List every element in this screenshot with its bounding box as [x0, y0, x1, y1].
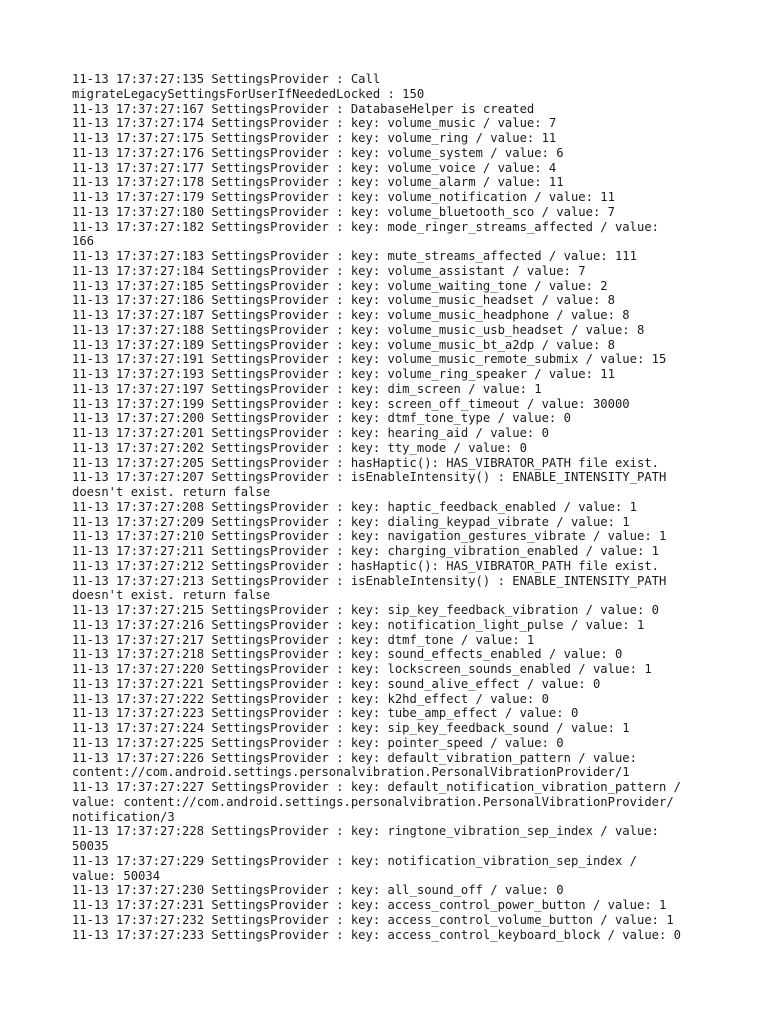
log-line: 11-13 17:37:27:197 SettingsProvider : key: dim_screen / value: 1 — [72, 381, 542, 396]
log-line: 11-13 17:37:27:176 SettingsProvider : key: volume_system / value: 6 — [72, 145, 564, 160]
log-line: 11-13 17:37:27:231 SettingsProvider : key: access_control_power_button / value: 1 — [72, 898, 667, 912]
log-line: 11-13 17:37:27:205 SettingsProvider : hasHaptic(): HAS_VIBRATOR_PATH file exist. — [72, 455, 659, 470]
log-line: 11-13 17:37:27:177 SettingsProvider : key: volume_voice / value: 4 — [72, 160, 557, 175]
log-line: 11-13 17:37:27:175 SettingsProvider : key: volume_ring / value: 11 — [72, 131, 557, 145]
log-line: migrateLegacySettingsForUserIfNeededLocked : 150 — [72, 86, 425, 101]
log-line: 11-13 17:37:27:212 SettingsProvider : hasHaptic(): HAS_VIBRATOR_PATH file exist. — [72, 558, 659, 573]
log-line: 11-13 17:37:27:230 SettingsProvider : key: all_sound_off / value: 0 — [72, 883, 564, 898]
log-line: 11-13 17:37:27:135 SettingsProvider : Call — [72, 72, 381, 86]
log-line: 11-13 17:37:27:221 SettingsProvider : key: sound_alive_effect / value: 0 — [72, 676, 601, 691]
log-line: 11-13 17:37:27:208 SettingsProvider : key: haptic_feedback_enabled / value: 1 — [72, 499, 637, 514]
log-line: doesn't exist. return false — [72, 588, 271, 603]
log-line: 11-13 17:37:27:216 SettingsProvider : key: notification_light_pulse / value: 1 — [72, 617, 645, 632]
log-line: 11-13 17:37:27:210 SettingsProvider : key: navigation_gestures_vibrate / value: 1 — [72, 529, 667, 544]
log-line: 11-13 17:37:27:215 SettingsProvider : key: sip_key_feedback_vibration / value: 0 — [72, 603, 659, 617]
log-line: 11-13 17:37:27:187 SettingsProvider : key: volume_music_headphone / value: 8 — [72, 308, 630, 322]
log-line: content://com.android.settings.personalvibration.PersonalVibrationProvider/1 — [72, 765, 630, 780]
log-line: 11-13 17:37:27:217 SettingsProvider : key: dtmf_tone / value: 1 — [72, 632, 535, 647]
log-line: 50035 — [72, 839, 109, 853]
log-line: 11-13 17:37:27:226 SettingsProvider : key: default_vibration_pattern / value: — [72, 750, 637, 765]
log-line: 11-13 17:37:27:225 SettingsProvider : key: pointer_speed / value: 0 — [72, 735, 564, 750]
log-line: 11-13 17:37:27:180 SettingsProvider : key: volume_bluetooth_sco / value: 7 — [72, 204, 615, 219]
log-line: notification/3 — [72, 809, 175, 824]
log-line: 11-13 17:37:27:213 SettingsProvider : isEnableIntensity() : ENABLE_INTENSITY_PATH — [72, 573, 667, 588]
log-line: 166 — [72, 234, 95, 249]
log-line: 11-13 17:37:27:167 SettingsProvider : DatabaseHelper is created — [72, 101, 535, 116]
log-line: 11-13 17:37:27:224 SettingsProvider : key: sip_key_feedback_sound / value: 1 — [72, 721, 630, 735]
log-line: 11-13 17:37:27:232 SettingsProvider : key: access_control_volume_button / value: 1 — [72, 912, 674, 927]
log-line: 11-13 17:37:27:184 SettingsProvider : key: volume_assistant / value: 7 — [72, 263, 586, 278]
log-line: 11-13 17:37:27:179 SettingsProvider : key: volume_notification / value: 11 — [72, 190, 615, 204]
log-line: value: 50034 — [72, 868, 161, 883]
log-line: 11-13 17:37:27:222 SettingsProvider : key: k2hd_effect / value: 0 — [72, 691, 549, 706]
log-line: 11-13 17:37:27:207 SettingsProvider : isEnableIntensity() : ENABLE_INTENSITY_PATH — [72, 470, 667, 485]
log-line: 11-13 17:37:27:178 SettingsProvider : key: volume_alarm / value: 11 — [72, 175, 564, 190]
log-line: 11-13 17:37:27:182 SettingsProvider : key: mode_ringer_streams_affected / value: — [72, 219, 659, 234]
log-line: 11-13 17:37:27:211 SettingsProvider : key: charging_vibration_enabled / value: 1 — [72, 544, 659, 558]
log-line: doesn't exist. return false — [72, 485, 271, 499]
log-line: 11-13 17:37:27:228 SettingsProvider : key: ringtone_vibration_sep_index / value: — [72, 824, 659, 839]
log-line: value: content://com.android.settings.personalvibration.PersonalVibrationProvider/ — [72, 794, 674, 809]
log-line: 11-13 17:37:27:202 SettingsProvider : key: tty_mode / value: 0 — [72, 440, 527, 455]
log-line: 11-13 17:37:27:186 SettingsProvider : key: volume_music_headset / value: 8 — [72, 293, 615, 308]
log-line: 11-13 17:37:27:188 SettingsProvider : key: volume_music_usb_headset / value: 8 — [72, 322, 645, 337]
log-line: 11-13 17:37:27:174 SettingsProvider : key: volume_music / value: 7 — [72, 116, 557, 131]
log-line: 11-13 17:37:27:229 SettingsProvider : key: notification_vibration_sep_index / — [72, 853, 637, 868]
log-line: 11-13 17:37:27:189 SettingsProvider : key: volume_music_bt_a2dp / value: 8 — [72, 337, 615, 352]
log-line: 11-13 17:37:27:227 SettingsProvider : key: default_notification_vibration_pattern / — [72, 780, 682, 794]
log-line: 11-13 17:37:27:185 SettingsProvider : key: volume_waiting_tone / value: 2 — [72, 278, 608, 293]
log-line: 11-13 17:37:27:201 SettingsProvider : key: hearing_aid / value: 0 — [72, 426, 549, 440]
log-line: 11-13 17:37:27:223 SettingsProvider : key: tube_amp_effect / value: 0 — [72, 706, 579, 721]
log-line: 11-13 17:37:27:193 SettingsProvider : key: volume_ring_speaker / value: 11 — [72, 367, 615, 381]
log-line: 11-13 17:37:27:183 SettingsProvider : key: mute_streams_affected / value: 111 — [72, 249, 637, 263]
log-line: 11-13 17:37:27:200 SettingsProvider : key: dtmf_tone_type / value: 0 — [72, 411, 571, 426]
log-line: 11-13 17:37:27:191 SettingsProvider : key: volume_music_remote_submix / value: 15 — [72, 352, 667, 367]
log-line: 11-13 17:37:27:199 SettingsProvider : key: screen_off_timeout / value: 30000 — [72, 396, 630, 411]
log-line: 11-13 17:37:27:218 SettingsProvider : key: sound_effects_enabled / value: 0 — [72, 647, 623, 662]
log-line: 11-13 17:37:27:220 SettingsProvider : key: lockscreen_sounds_enabled / value: 1 — [72, 662, 652, 676]
log-text-block — [72, 72, 702, 942]
log-line: 11-13 17:37:27:233 SettingsProvider : key: access_control_keyboard_block / value: 0 — [72, 927, 682, 942]
log-line: 11-13 17:37:27:209 SettingsProvider : key: dialing_keypad_vibrate / value: 1 — [72, 514, 630, 529]
